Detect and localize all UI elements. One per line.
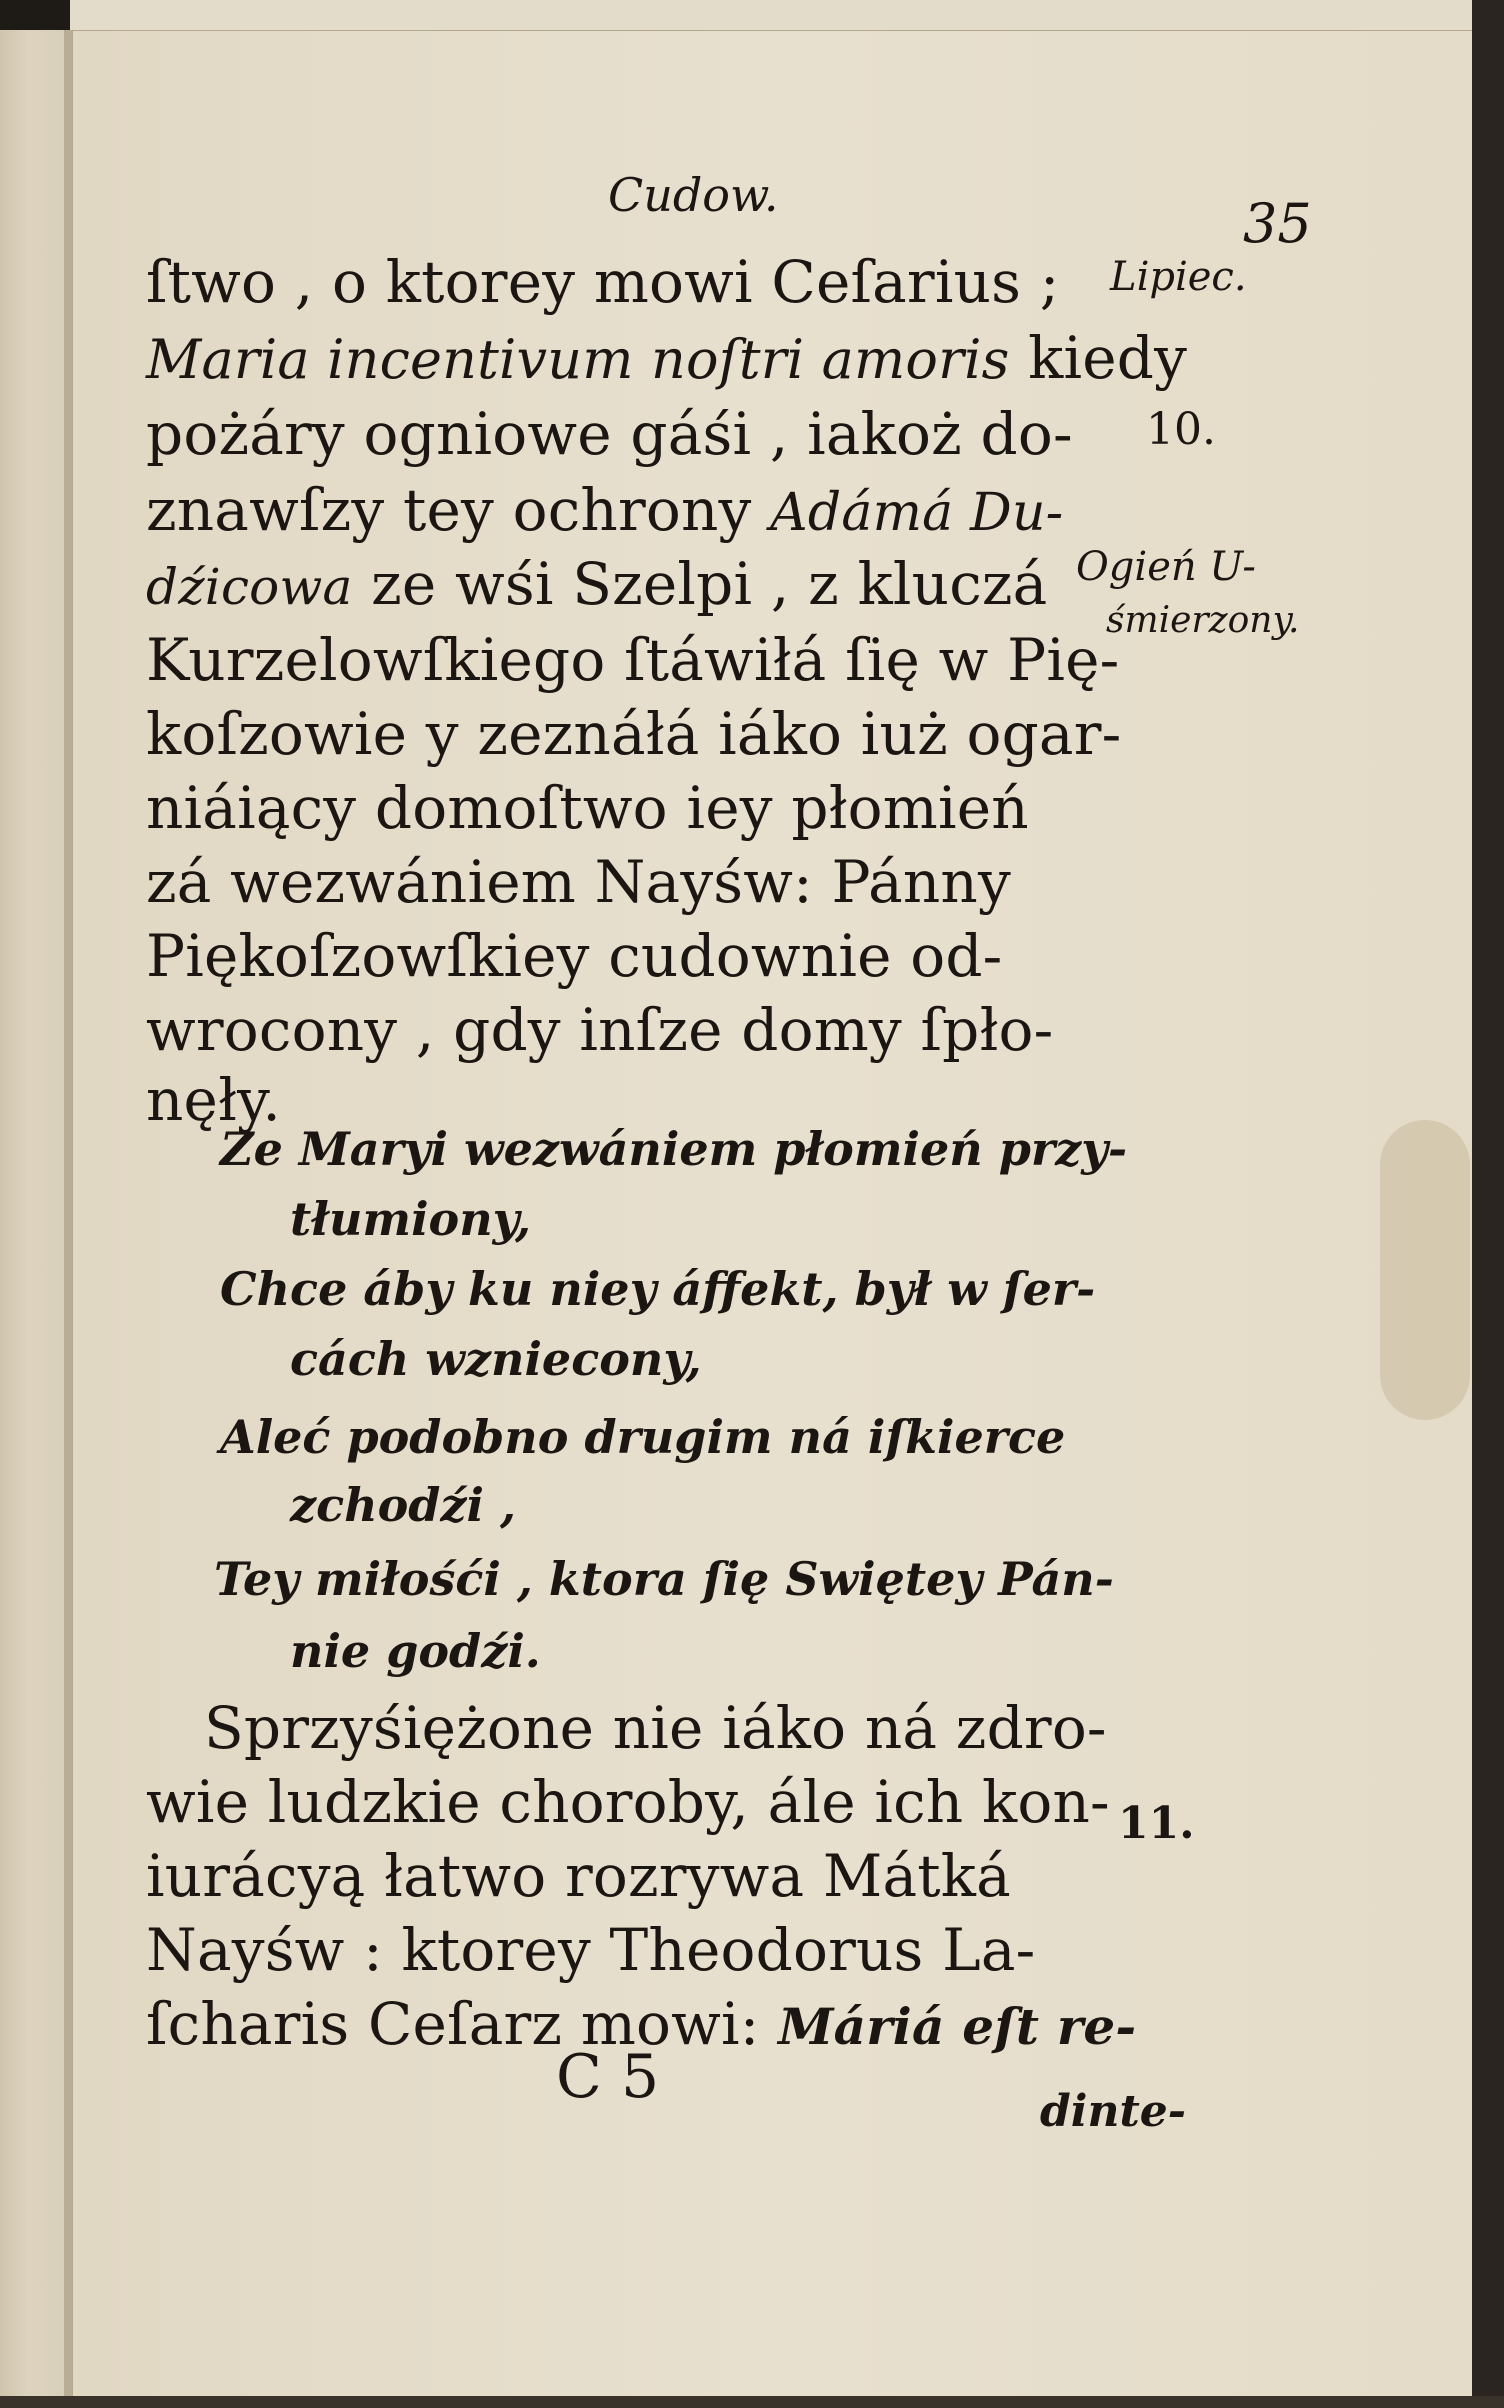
- page-number: 35: [1243, 192, 1312, 255]
- verse-line-2: tłumiony,: [290, 1192, 532, 1246]
- para2-line-3: iurácyą łatwo rozrywa Mátká: [146, 1842, 1011, 1910]
- body-line-8: niáiący domoſtwo iey płomień: [146, 774, 1029, 842]
- binding-gutter: [64, 30, 72, 2408]
- para2-line-1: Sprzyśiężone nie iáko ná zdro-: [204, 1694, 1107, 1762]
- running-title: Cudow.: [608, 168, 779, 222]
- margin-number-11: 11.: [1118, 1798, 1195, 1849]
- margin-note-line-1: Ogień U-: [1076, 544, 1256, 590]
- background-bottom: [0, 2396, 1504, 2408]
- body-line-2-rest: kiedy: [1009, 324, 1188, 392]
- body-line-1: ſtwo , o ktorey mowi Ceſarius ;: [146, 248, 1060, 316]
- verse-line-6: zchodźi ,: [290, 1478, 517, 1532]
- body-line-2: [146, 324, 1187, 392]
- margin-note-line-2: śmierzony.: [1106, 600, 1300, 641]
- body-line-10: Piękoſzowſkiey cudownie od-: [146, 922, 1003, 990]
- body-line-12: nęły.: [146, 1066, 281, 1134]
- body-line-11: wrocony , gdy inſze domy ſpło-: [146, 996, 1054, 1064]
- background-right: [1472, 0, 1504, 2408]
- body-line-6: Kurzelowſkiego ſtáwiłá ſię w Pię-: [146, 626, 1120, 694]
- margin-month: Lipiec.: [1110, 254, 1247, 300]
- catchword: dinte-: [1040, 2086, 1187, 2137]
- body-line-4: znawſzy tey ochrony Adámá Du-: [146, 476, 1064, 544]
- paper-stain: [1380, 1120, 1470, 1420]
- signature-mark: C 5: [556, 2042, 660, 2112]
- body-line-9: zá wezwániem Nayśw: Pánny: [146, 848, 1011, 916]
- verse-line-8: nie godźi.: [290, 1624, 541, 1678]
- margin-number-10: 10.: [1146, 404, 1216, 455]
- para2-line-5-text: ſcharis Ceſarz mowi:: [146, 1990, 760, 2058]
- latin-quote: Maria incentivum noſtri amoris: [146, 328, 1010, 391]
- name-italic-2: dźicowa: [146, 558, 353, 616]
- name-italic: Adámá Du-: [770, 483, 1064, 543]
- body-line-5: dźicowa ze wśi Szelpi , z kluczá: [146, 550, 1048, 618]
- body-line-3: pożáry ogniowe gáśi , iakoż do-: [146, 400, 1073, 468]
- verse-line-3: Chce áby ku niey áffekt, był w ſer-: [220, 1262, 1096, 1316]
- previous-page-edge: [0, 0, 70, 2408]
- verse-line-5: Aleć podobno drugim ná iſkierce: [220, 1410, 1066, 1464]
- body-line-7: koſzowie y zeznáłá iáko iuż ogar-: [146, 700, 1122, 768]
- verse-line-7: Tey miłośći , ktora ſię Swiętey Pán-: [214, 1552, 1114, 1606]
- latin-quote-2: Máriá eſt re-: [778, 1997, 1137, 2056]
- verse-line-4: cách wzniecony,: [290, 1332, 702, 1386]
- top-shadow: [0, 0, 70, 30]
- para2-line-2: wie ludzkie choroby, ále ich kon-: [146, 1768, 1110, 1836]
- verse-line-1: Ze Maryi wezwániem płomień przy-: [220, 1122, 1128, 1176]
- para2-line-4: Nayśw : ktorey Theodorus La-: [146, 1916, 1036, 1984]
